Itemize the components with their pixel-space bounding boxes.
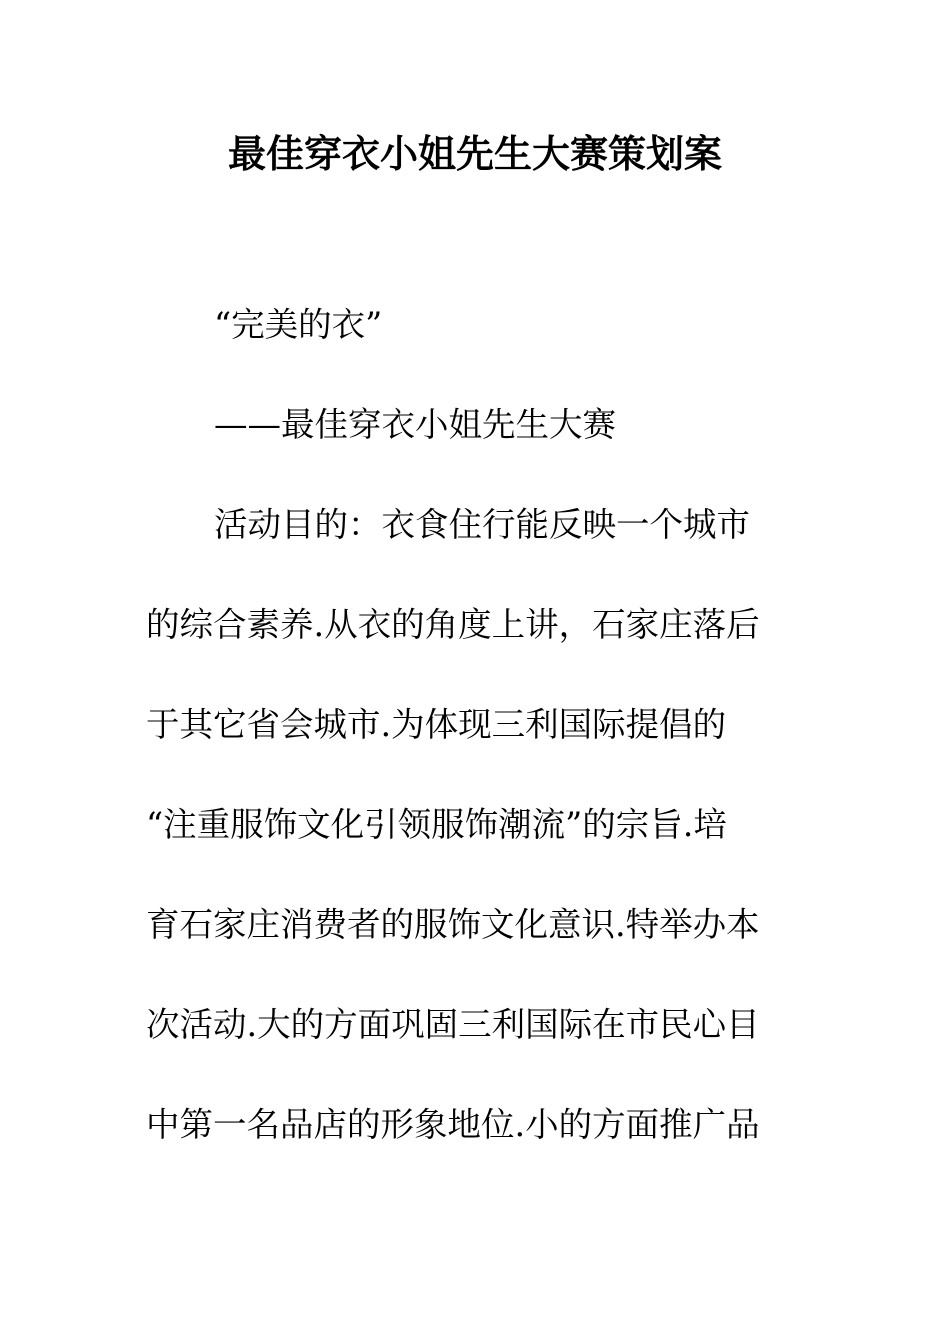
text-line: “注重服饰文化引领服饰潮流”的宗旨.培 (146, 805, 727, 844)
text-line-paragraph-start: 活动目的：衣食住行能反映一个城市 (214, 505, 750, 544)
text-line: 的综合素养.从衣的角度上讲，石家庄落后 (146, 605, 760, 644)
text-line-subtitle-name: ——最佳穿衣小姐先生大赛 (214, 405, 616, 444)
text-line-subtitle-quote: “完美的衣” (214, 305, 383, 344)
text-line: 育石家庄消费者的服饰文化意识.特举办本 (146, 905, 760, 944)
text-line: 于其它省会城市.为体现三利国际提倡的 (146, 705, 727, 744)
text-line: 次活动.大的方面巩固三利国际在市民心目 (146, 1005, 760, 1044)
text-line: 中第一名品店的形象地位.小的方面推广品 (146, 1105, 760, 1144)
document-title: 最佳穿衣小姐先生大赛策划案 (227, 132, 722, 176)
